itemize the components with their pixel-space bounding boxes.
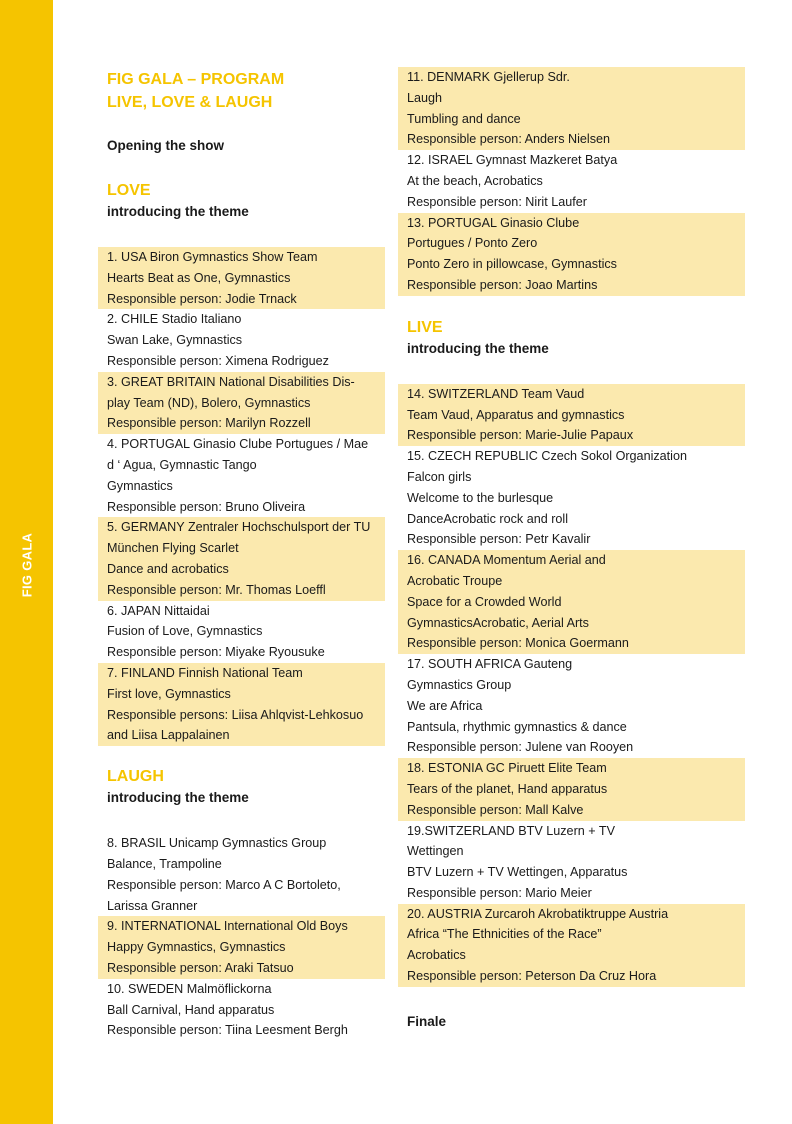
- sidebar-label: FIG GALA: [19, 532, 35, 598]
- love-entries: [98, 247, 385, 746]
- program-entry: [98, 434, 385, 517]
- entry-line: Happy Gymnastics, Gymnastics: [107, 940, 286, 955]
- entry-line: Pantsula, rhythmic gymnastics & dance: [407, 719, 627, 734]
- entry-line: First love, Gymnastics: [107, 686, 231, 701]
- live-subtitle: introducing the theme: [407, 340, 549, 356]
- entry-title: 11. DENMARK Gjellerup Sdr.: [407, 70, 570, 84]
- program-entry: [398, 758, 745, 820]
- entry-line: Laugh: [407, 90, 443, 105]
- live-heading: LIVE: [407, 318, 443, 336]
- entry-title: 5. GERMANY Zentraler Hochschulsport der TU: [107, 520, 371, 535]
- entry-line: GymnasticsAcrobatic, Aerial Arts: [407, 615, 589, 630]
- love-heading: LOVE: [107, 182, 151, 199]
- entry-line: We are Africa: [407, 698, 483, 713]
- entry-title: 17. SOUTH AFRICA Gauteng: [407, 657, 573, 672]
- entry-line: Hearts Beat as One, Gymnastics: [107, 270, 291, 285]
- entry-line: and Liisa Lappalainen: [107, 728, 230, 743]
- entry-line: Tumbling and dance: [407, 111, 521, 126]
- entry-line: Responsible person: Araki Tatsuo: [107, 960, 294, 975]
- program-entry: [98, 517, 385, 600]
- finale-heading: Finale: [407, 1013, 447, 1029]
- program-entry: [398, 654, 745, 758]
- laugh-heading: LAUGH: [107, 768, 164, 786]
- entry-title: 18. ESTONIA GC Piruett Elite Team: [407, 761, 607, 776]
- right-column: [398, 67, 745, 1032]
- sidebar-band: [0, 0, 53, 1124]
- entry-line: Welcome to the burlesque: [407, 490, 554, 505]
- entry-line: Responsible person: Peterson Da Cruz Hora: [407, 969, 657, 984]
- entry-title: 20. AUSTRIA Zurcaroh Akrobatiktruppe Austria: [407, 906, 669, 921]
- entry-line: Responsible person: Petr Kavalir: [407, 532, 591, 547]
- entry-line: Fusion of Love, Gymnastics: [107, 624, 263, 639]
- entry-line: Responsible person: Monica Goermann: [407, 636, 629, 651]
- entry-line: Portugues / Ponto Zero: [407, 236, 538, 251]
- entry-line: DanceAcrobatic rock and roll: [407, 511, 568, 526]
- entry-title: 15. CZECH REPUBLIC Czech Sokol Organization: [407, 449, 687, 464]
- entry-line: At the beach, Acrobatics: [407, 173, 543, 188]
- program-entry: [398, 550, 745, 654]
- entry-line: Tears of the planet, Hand apparatus: [407, 781, 608, 796]
- program-title-line1: FIG GALA – PROGRAM: [107, 71, 285, 88]
- program-entry: [398, 213, 745, 296]
- entry-line: Falcon girls: [407, 469, 472, 484]
- program-entry: [98, 663, 385, 746]
- entry-line: Balance, Trampoline: [107, 856, 222, 871]
- program-entry: [98, 979, 385, 1041]
- entry-line: Wettingen: [407, 844, 464, 859]
- entry-line: Responsible person: Bruno Oliveira: [107, 499, 306, 514]
- program-entry: [98, 601, 385, 663]
- laugh-entries-continued: [398, 67, 745, 296]
- laugh-entries: [98, 833, 385, 1041]
- entry-line: Africa “The Ethnicities of the Race”: [407, 927, 602, 942]
- program-entry: [98, 309, 385, 371]
- entry-title: 16. CANADA Momentum Aerial and: [407, 553, 606, 568]
- program-entry: [98, 833, 385, 916]
- entry-line: Responsible person: Ximena Rodriguez: [107, 353, 329, 368]
- entry-title: 10. SWEDEN Malmöflickorna: [107, 981, 272, 996]
- program-title-line2: LIVE, LOVE & LAUGH: [107, 94, 273, 111]
- program-entry: [398, 384, 745, 446]
- entry-title: 4. PORTUGAL Ginasio Clube Portugues / Mae: [107, 437, 369, 452]
- entry-line: BTV Luzern + TV Wettingen, Apparatus: [407, 865, 628, 880]
- entry-line: play Team (ND), Bolero, Gymnastics: [107, 395, 311, 410]
- program-entry: [398, 446, 745, 550]
- entry-title: 8. BRASIL Unicamp Gymnastics Group: [107, 836, 327, 851]
- opening-heading: Opening the show: [107, 138, 224, 153]
- entry-line: Responsible person: Tiina Leesment Bergh: [107, 1023, 348, 1038]
- entry-line: Ball Carnival, Hand apparatus: [107, 1002, 275, 1017]
- program-entry: [98, 247, 385, 309]
- program-entry: [398, 150, 745, 212]
- entry-line: Responsible person: Miyake Ryousuke: [107, 645, 325, 660]
- program-entry: [98, 372, 385, 434]
- entry-title: 3. GREAT BRITAIN National Disabilities Dis-: [107, 374, 355, 389]
- entry-line: Responsible person: Jodie Trnack: [107, 291, 297, 306]
- entry-line: Responsible person: Joao Martins: [407, 277, 598, 292]
- entry-line: Gymnastics Group: [407, 677, 512, 692]
- live-entries: [398, 384, 745, 987]
- entry-title: 2. CHILE Stadio Italiano: [107, 312, 242, 327]
- entry-line: Dance and acrobatics: [107, 561, 229, 576]
- entry-title: 14. SWITZERLAND Team Vaud: [407, 386, 585, 401]
- entry-line: Responsible person: Nirit Laufer: [407, 194, 587, 209]
- entry-line: Responsible person: Anders Nielsen: [407, 132, 611, 147]
- entry-line: Acrobatic Troupe: [407, 573, 503, 588]
- entry-line: Team Vaud, Apparatus and gymnastics: [407, 407, 625, 422]
- entry-line: Responsible person: Mall Kalve: [407, 802, 584, 817]
- entry-line: Responsible person: Marco A C Bortoleto,: [107, 877, 341, 892]
- entry-line: Responsible person: Mario Meier: [407, 885, 592, 900]
- laugh-subtitle: introducing the theme: [107, 790, 249, 806]
- entry-title: 13. PORTUGAL Ginasio Clube: [407, 215, 580, 230]
- entry-line: Acrobatics: [407, 948, 466, 963]
- entry-title: 7. FINLAND Finnish National Team: [107, 665, 303, 680]
- entry-title: 1. USA Biron Gymnastics Show Team: [107, 250, 318, 264]
- entry-title: 19.SWITZERLAND BTV Luzern + TV: [407, 823, 615, 838]
- entry-title: 9. INTERNATIONAL International Old Boys: [107, 919, 348, 934]
- entry-line: München Flying Scarlet: [107, 541, 239, 556]
- entry-title: 12. ISRAEL Gymnast Mazkeret Batya: [407, 153, 618, 168]
- entry-line: Space for a Crowded World: [407, 594, 562, 609]
- entry-line: Responsible person: Julene van Rooyen: [407, 740, 634, 755]
- entry-line: Responsible person: Marilyn Rozzell: [107, 416, 311, 431]
- entry-line: Responsible person: Marie-Julie Papaux: [407, 428, 634, 443]
- entry-line: Swan Lake, Gymnastics: [107, 333, 243, 348]
- program-entry: [98, 916, 385, 978]
- program-entry: [398, 67, 745, 150]
- left-column: [98, 68, 385, 1041]
- entry-line: Responsible persons: Liisa Ahlqvist-Lehkosuo: [107, 707, 364, 722]
- entry-line: Larissa Granner: [107, 898, 198, 913]
- love-subtitle: introducing the theme: [107, 204, 249, 219]
- entry-line: Gymnastics: [107, 478, 173, 493]
- entry-line: Ponto Zero in pillowcase, Gymnastics: [407, 257, 617, 272]
- program-entry: [398, 821, 745, 904]
- program-entry: [398, 904, 745, 987]
- entry-line: Responsible person: Mr. Thomas Loeffl: [107, 582, 326, 597]
- entry-line: d ‘ Agua, Gymnastic Tango: [107, 457, 257, 472]
- entry-title: 6. JAPAN Nittaidai: [107, 603, 210, 618]
